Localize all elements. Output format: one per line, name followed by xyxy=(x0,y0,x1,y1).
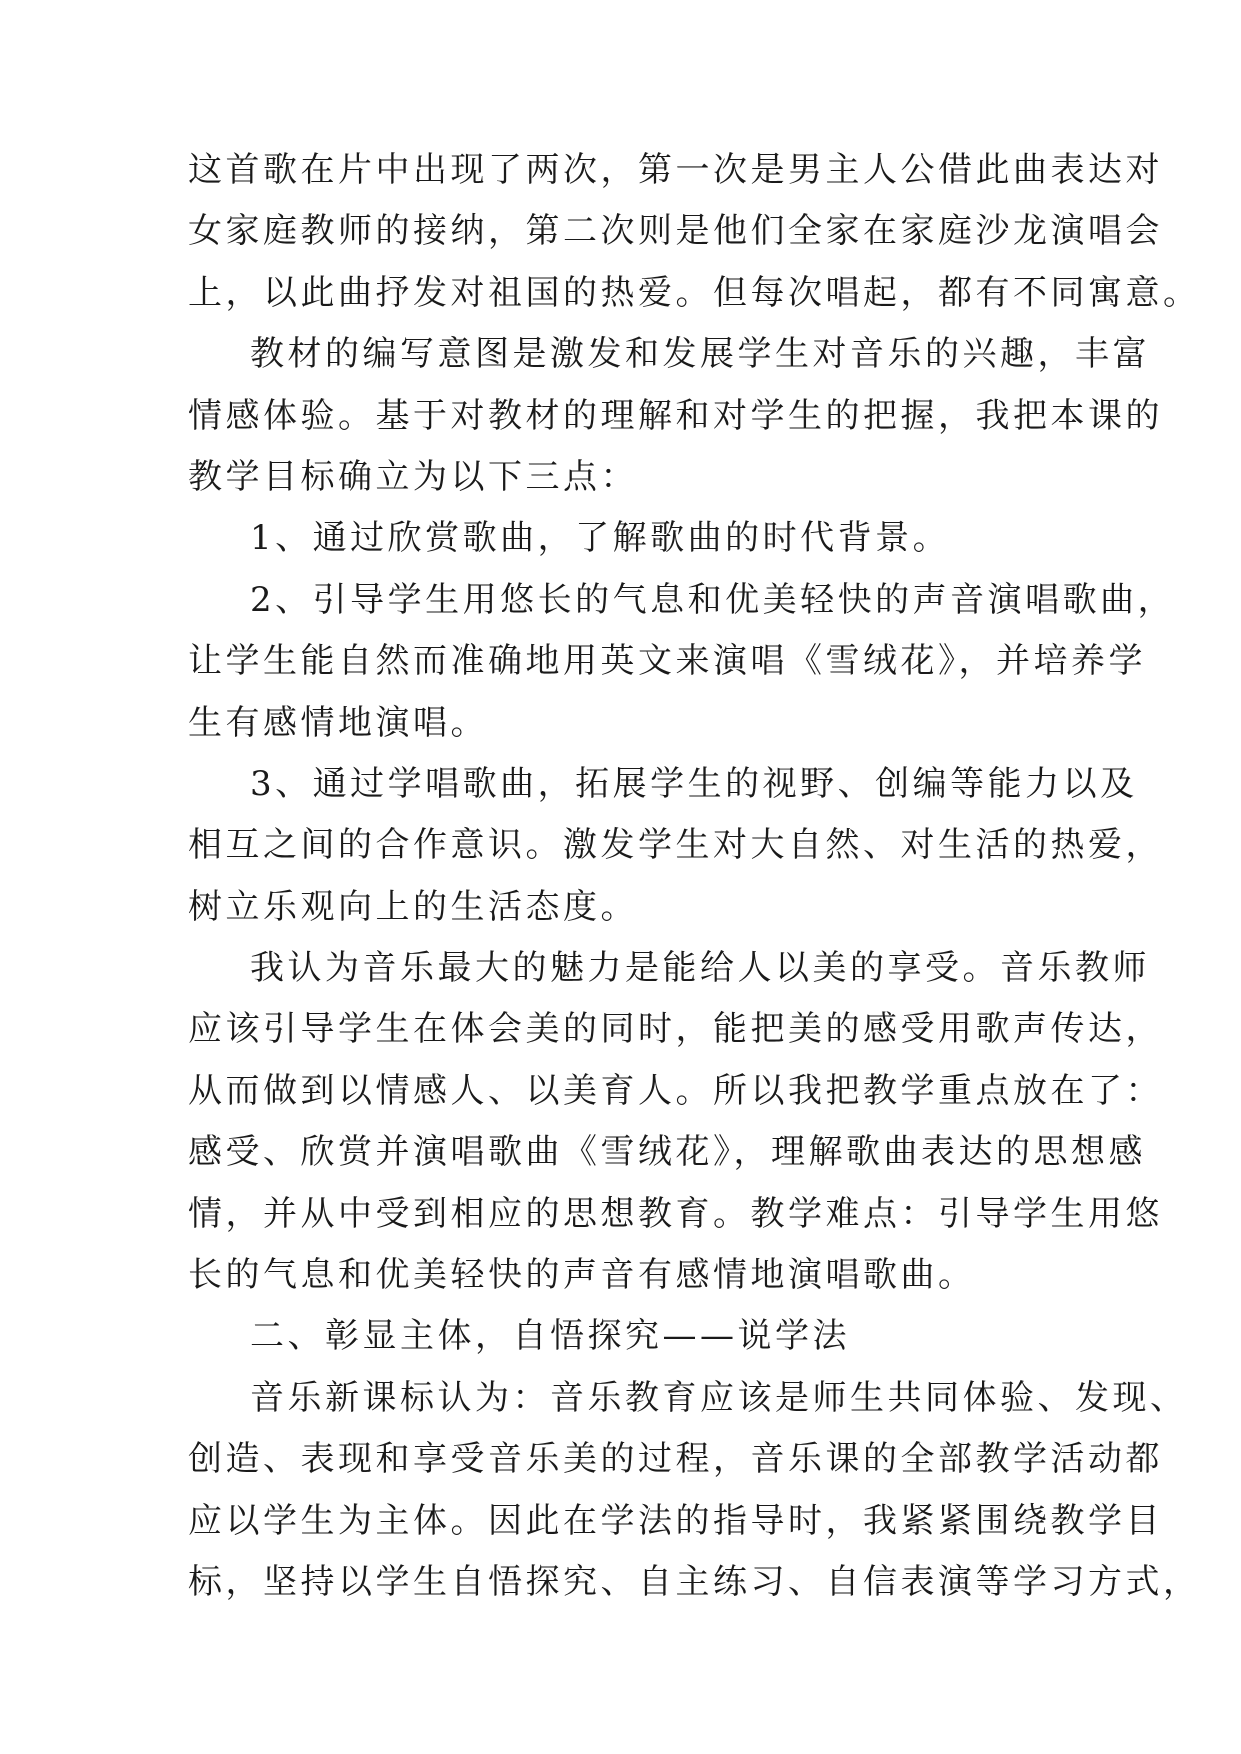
objective-item-1: 1、通过欣赏歌曲，了解歌曲的时代背景。 xyxy=(250,518,951,559)
text-line: 相互之间的合作意识。激发学生对大自然、对生活的热爱， xyxy=(188,825,1163,866)
text-line: 教学目标确立为以下三点： xyxy=(188,456,638,497)
text-line: 情，并从中受到相应的思想教育。教学难点：引导学生用悠 xyxy=(188,1193,1163,1234)
text-line: 从而做到以情感人、以美育人。所以我把教学重点放在了： xyxy=(188,1070,1163,1111)
text-line: 上，以此曲抒发对祖国的热爱。但每次唱起，都有不同寓意。 xyxy=(188,272,1201,313)
objective-item-2: 2、引导学生用悠长的气息和优美轻快的声音演唱歌曲， xyxy=(250,579,1176,620)
text-line: 标，坚持以学生自悟探究、自主练习、自信表演等学习方式， xyxy=(188,1561,1201,1602)
text-line: 生有感情地演唱。 xyxy=(188,702,488,743)
text-line: 树立乐观向上的生活态度。 xyxy=(188,886,638,927)
text-line: 感受、欣赏并演唱歌曲《雪绒花》，理解歌曲表达的思想感 xyxy=(188,1132,1146,1173)
text-line: 应该引导学生在体会美的同时，能把美的感受用歌声传达， xyxy=(188,1009,1163,1050)
body-text xyxy=(188,140,1201,1613)
paragraph-start-line: 我认为音乐最大的魅力是能给人以美的享受。音乐教师 xyxy=(250,948,1150,989)
text-line: 情感体验。基于对教材的理解和对学生的把握，我把本课的 xyxy=(188,395,1163,436)
section-heading: 二、彰显主体，自悟探究——说学法 xyxy=(250,1316,850,1357)
text-line: 长的气息和优美轻快的声音有感情地演唱歌曲。 xyxy=(188,1255,976,1296)
text-line: 创造、表现和享受音乐美的过程，音乐课的全部教学活动都 xyxy=(188,1439,1163,1480)
text-line: 女家庭教师的接纳，第二次则是他们全家在家庭沙龙演唱会 xyxy=(188,211,1163,252)
text-line: 应以学生为主体。因此在学法的指导时，我紧紧围绕教学目 xyxy=(188,1500,1163,1541)
paragraph-start-line: 音乐新课标认为：音乐教育应该是师生共同体验、发现、 xyxy=(250,1377,1188,1418)
paragraph-start-line: 教材的编写意图是激发和发展学生对音乐的兴趣，丰富 xyxy=(250,334,1150,375)
text-line: 这首歌在片中出现了两次，第一次是男主人公借此曲表达对 xyxy=(188,150,1163,190)
objective-item-3: 3、通过学唱歌曲，拓展学生的视野、创编等能力以及 xyxy=(250,763,1138,804)
text-line: 让学生能自然而准确地用英文来演唱《雪绒花》，并培养学 xyxy=(188,641,1146,682)
